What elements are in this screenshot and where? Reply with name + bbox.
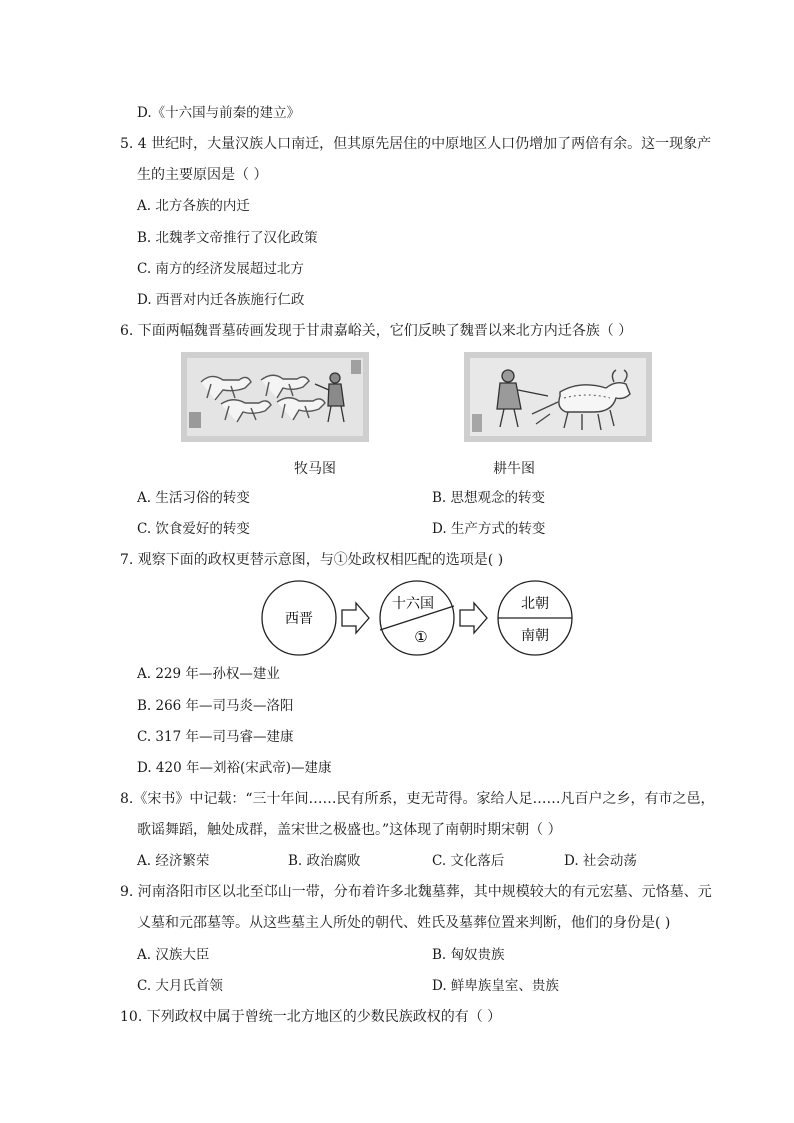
ploughing-ox-painting xyxy=(464,352,652,442)
q5-stem-line2: 生的主要原因是（ ） xyxy=(137,167,268,183)
regime-succession-diagram xyxy=(258,580,578,658)
q8-option-d: D. 社会动荡 xyxy=(564,853,637,869)
label-southern-dynasties: 南朝 xyxy=(521,628,549,644)
herding-horses-painting xyxy=(181,352,369,442)
q7-option-a: A. 229 年—孙权—建业 xyxy=(137,666,280,682)
q5-option-a: A. 北方各族的内迁 xyxy=(137,198,250,214)
q6-option-c: C. 饮食爱好的转变 xyxy=(137,521,250,537)
q8-option-a: A. 经济繁荣 xyxy=(137,853,210,869)
label-western-jin: 西晋 xyxy=(285,611,313,627)
label-northern-dynasties: 北朝 xyxy=(521,596,549,612)
q4-option-d: D.《十六国与前秦的建立》 xyxy=(137,105,301,121)
q5-option-d: D. 西晋对内迁各族施行仁政 xyxy=(137,292,305,308)
q9-option-d: D. 鲜卑族皇室、贵族 xyxy=(432,978,559,994)
q6-option-b: B. 思想观念的转变 xyxy=(432,490,546,506)
q9-option-c: C. 大月氏首领 xyxy=(137,978,223,994)
q6-option-a: A. 生活习俗的转变 xyxy=(137,490,250,506)
q6-option-d: D. 生产方式的转变 xyxy=(432,521,546,537)
q5-stem-line1: 5. 4 世纪时，大量汉族人口南迁，但其原先居住的中原地区人口仍增加了两倍有余。这一现象产 xyxy=(120,136,712,152)
q8-option-c: C. 文化落后 xyxy=(432,853,505,869)
q7-stem: 7. 观察下面的政权更替示意图，与①处政权相匹配的选项是( ) xyxy=(120,552,504,568)
label-circle-one: ① xyxy=(414,628,428,646)
caption-ploughing-ox: 耕牛图 xyxy=(493,461,535,477)
caption-herding-horses: 牧马图 xyxy=(294,461,336,477)
arrow-icon xyxy=(460,603,487,633)
q9-option-b: B. 匈奴贵族 xyxy=(432,947,505,963)
q7-option-b: B. 266 年—司马炎—洛阳 xyxy=(137,698,294,714)
q9-stem-line1: 9. 河南洛阳市区以北至邙山一带，分布着许多北魏墓葬，其中规模较大的有元宏墓、元恪墓、元 xyxy=(120,884,712,900)
q7-option-c: C. 317 年—司马睿—建康 xyxy=(137,729,294,745)
q8-option-b: B. 政治腐败 xyxy=(288,853,361,869)
q8-stem-line2: 歌谣舞蹈，触处成群，盖宋世之极盛也。”这体现了南朝时期宋朝（ ） xyxy=(137,822,562,838)
label-sixteen-kingdoms: 十六国 xyxy=(392,596,434,612)
q10-stem: 10. 下列政权中属于曾统一北方地区的少数民族政权的有（ ） xyxy=(120,1009,502,1025)
q9-stem-line2: 乂墓和元邵墓等。从这些墓主人所处的朝代、姓氏及墓葬位置来判断，他们的身份是( ) xyxy=(137,915,671,931)
q6-stem-line1: 6. 下面两幅魏晋墓砖画发现于甘肃嘉峪关，它们反映了魏晋以来北方内迁各族（ ） xyxy=(120,323,633,339)
q7-option-d: D. 420 年—刘裕(宋武帝)—建康 xyxy=(137,760,332,776)
q5-option-b: B. 北魏孝文帝推行了汉化政策 xyxy=(137,230,318,246)
arrow-icon xyxy=(342,603,369,633)
q8-stem-line1: 8.《宋书》中记载：“三十年间……民有所系，吏无苛得。家给人足……凡百户之乡，有市之邑， xyxy=(120,791,715,807)
q5-option-c: C. 南方的经济发展超过北方 xyxy=(137,261,304,277)
q9-option-a: A. 汉族大臣 xyxy=(137,947,210,963)
